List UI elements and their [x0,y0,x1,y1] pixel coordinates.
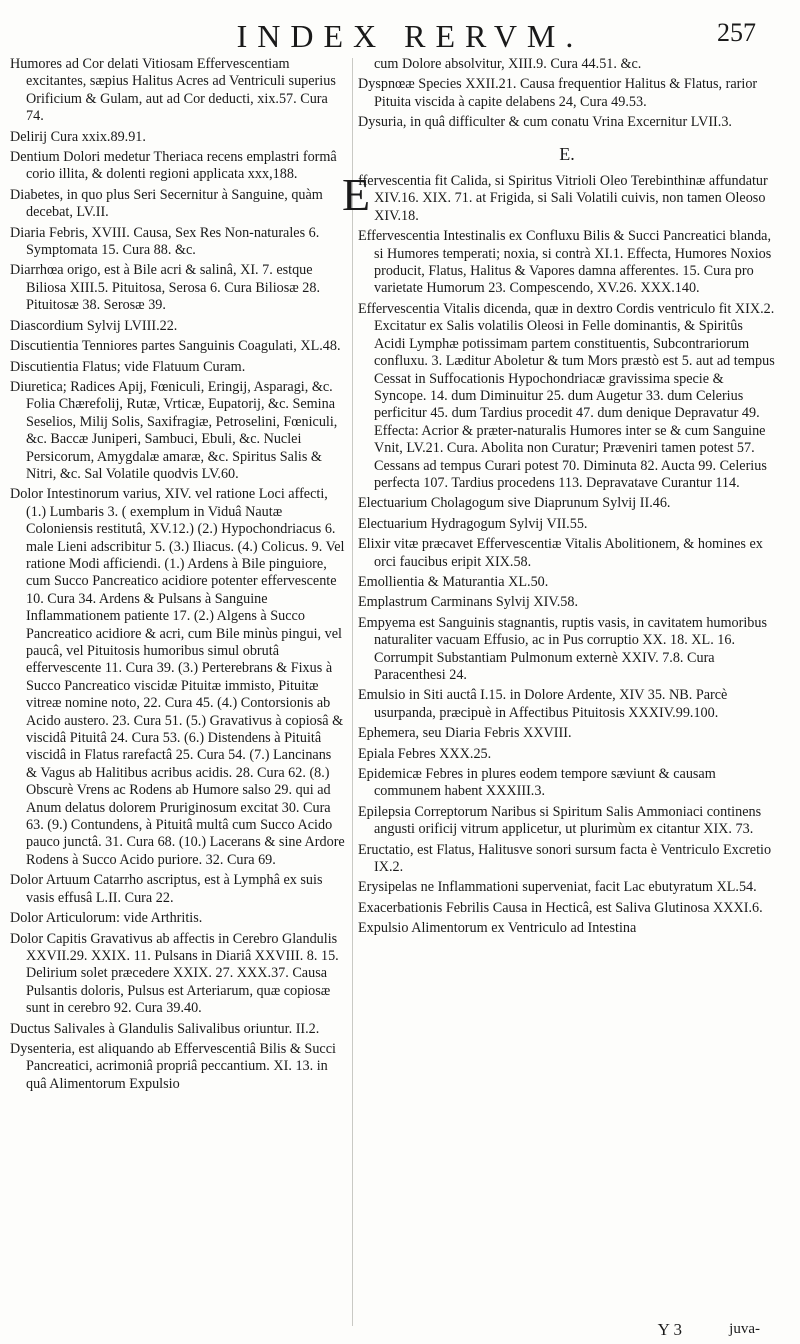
index-entry: Dysenteria, est aliquando ab Effervescentiâ Bilis & Succi Pancreatici, acrimoniâ propriâ peccantium. XI. 13. in quâ Alimentorum Expulsio [10,1040,336,1092]
index-entry: Discutientia Tenniores partes Sanguinis Coagulati, XL.48. [10,338,341,355]
index-entry: Diarrhœa origo, est à Bile acri & salinâ, XI. 7. estque Biliosa XIII.5. Pituitosa, Serosa 6. Cura Biliosæ 28. Pituitosæ 38. Serosæ 39. [10,262,320,314]
index-entry-continuation: cum Dolore absolvitur, XIII.9. Cura 44.51. &c. [374,56,642,72]
catchword: juva- [729,1321,760,1337]
index-entry: Epilepsia Correptorum Naribus si Spiritum Salis Ammoniaci continens angusti orificij vitrum applicetur, ut plurimùm ex citantur XIX. 73. [358,803,762,838]
index-entry: Emulsio in Siti auctâ I.15. in Dolore Ardente, XIV 35. NB. Parcè usurpanda, præcipuè in Affectibus Pituitosis XXXIV.99.100. [358,687,728,721]
index-entry: Emollientia & Maturantia XL.50. [358,573,549,590]
index-entry: Dolor Capitis Gravativus ab affectis in Cerebro Glandulis XXVII.29. XXIX. 11. Pulsans in Diariâ XXVIII. 8. 15. Delirium solet præcedere XXIX. 27. XXX.37. Causa Pulsantis doloris, Pulsus est Arteriarum, quæ copiosæ sunt in cerebro 92. Cura 39.40. [10,930,339,1017]
index-entry: Empyema est Sanguinis stagnantis, ruptis vasis, in cavitatem humoribus naturaliter vacuam Effusio, ac in Pus corruptio XX. 18. XL. 16. Corrumpit Substantiam Pulmonum externè XXIV. 7.8. Cura Paracenthesi 24. [358,614,768,683]
index-entry: Diuretica; Radices Apij, Fœniculi, Eringij, Asparagi, &c. Folia Chærefolij, Rutæ, Vrticæ, Eupatorij, &c. Semina Seselios, Milij Solis, Saxifragiæ, Petroselini, Fœniculi, &c. Baccæ Juniperi, Sambuci, Ebuli, &c. Nuclei Persicorum, Amygdalæ amaræ, &c. Spiritus Salis & Nitri, &c. Sal Volatile quodvis LV.60. [10,378,338,482]
right-column [342,56,776,941]
index-entry: Emplastrum Carminans Sylvij XIV.58. [358,594,579,611]
index-entry: Elixir vitæ præcavet Effervescentiæ Vitalis Abolitionem, & homines ex orci faucibus eripit XIX.58. [358,536,763,570]
index-entry: Electuarium Cholagogum sive Diaprunum Sylvij II.46. [358,495,671,512]
index-entry: Discutientia Flatus; vide Flatuum Curam. [10,358,246,375]
page-number: 257 [717,18,756,47]
page-header [0,14,800,54]
index-entry: Dolor Intestinorum varius, XIV. vel ratione Loci affecti, (1.) Lumbaris 3. ( exemplum in Viduâ Nautæ Coloniensis restitutâ, XV.12.) (2.) Hypochondriacus 6. male Lieni adscribitur 5. (3.) Iliacus. (4.) Colicus. 9. Vel ratione Modi afficiendi. (1.) Ardens à Bile pinguiore, cum Succo Pancreatico acidiore potenter effervescente 10. Cura 34. Ardens & Pulsans à Sanguine Inflammationem patiente 17. (2.) Algens à Succo Pancreatico acidiore & acri, cum Bile minùs pingui, vel paucâ, vel Pituitosis humoribus simul obrutâ effervescente 11. Cura 39. (3.) Perterebrans & Fixus à Succo Pancreatico viscidæ Pituitæ immisto, Pituitæ vitreæ nomine noto, 22. Cura 45. (4.) Contorsionis ab Acido austero. 23. Cura 51. (5.) Gravativus à copiosâ & viscidâ Pituitâ 24. Cura 53. (6.) Distendens à Pituitâ viscidâ in Flatus rarefactâ 25. Cura 54. (7.) Lancinans & Vagus ab Halitibus acribus acidis. 28. Cura 62. (8.) Obscurè Vrens ac Rodens ab Humore salso 29. qui ad Anum delatus dolorem Pruriginosum excitat 30. Cura 63. (9.) Contundens, à Pituitâ multâ cum Succo Acido pauco junctâ. 31. Cura 68. (10.) Lacerans & sine Ardore Rodens à Succo Acido puriore. 32. Cura 69. [10,486,345,868]
section-letter: E. [559,143,575,164]
index-entry: Dysuria, in quâ difficulter & cum conatu Vrina Excernitur LVII.3. [358,114,732,131]
index-entry: Dolor Artuum Catarrho ascriptus, est à Lymphâ ex suis vasis effusâ L.II. Cura 22. [10,872,323,906]
page-title: INDEX RERVM. [236,18,584,54]
index-entry: Dentium Dolori medetur Theriaca recens emplastri formâ corio illita, & dolenti regioni applicata xxx,188. [10,149,337,183]
index-entry: Exacerbationis Febrilis Causa in Hecticâ, est Saliva Glutinosa XXXI.6. [358,899,763,916]
index-entry: Epiala Febres XXX.25. [358,745,492,762]
index-entry: Delirij Cura xxix.89.91. [10,128,146,145]
index-entry-text: ffervescentia fit Calida, si Spiritus Vitrioli Oleo Terebinthinæ affundatur XIV.16. XIX. 71. at Frigida, si Sali Volatili cuivis, non tamen Oleoso XIV.18. [358,173,768,224]
signature-mark: Y 3 [657,1320,682,1339]
index-entry: Diascordium Sylvij LVIII.22. [10,317,178,334]
index-entry: Humores ad Cor delati Vitiosam Effervescentiam excitantes, sæpius Halitus Acres ad Ventriculi superius Orificium & Gulam, aut ad Cor deducti, xix.57. Cura 74. [10,56,336,125]
index-entry: Electuarium Hydragogum Sylvij VII.55. [358,515,588,532]
index-entry: Expulsio Alimentorum ex Ventriculo ad Intestina [358,920,637,937]
index-entry: Diabetes, in quo plus Seri Secernitur à Sanguine, quàm decebat, LV.II. [10,186,323,221]
index-entry: Ductus Salivales à Glandulis Salivalibus oriuntur. II.2. [10,1020,320,1037]
index-entry: Ephemera, seu Diaria Febris XXVIII. [358,725,572,742]
left-column [10,56,345,1096]
index-entry [342,169,776,225]
index-entry: Effervescentia Intestinalis ex Confluxu Bilis & Succi Pancreatici blanda, si Humores temperati; noxia, si contrà XI.1. Effecta, Humores Noxios producit, Flatus, Halitus & Vapores damna afferentes. 15. Cura pro varietate Humorum 23. Compescendo, XV.26. XXX.140. [358,228,772,297]
index-entry: Erysipelas ne Inflammationi superveniat, facit Lac ebutyratum XL.54. [358,879,757,896]
column-divider [352,58,353,1326]
index-entry: Eructatio, est Flatus, Halitusve sonori sursum facta è Ventriculo Excretio IX.2. [358,841,772,876]
index-entry: Diaria Febris, XVIII. Causa, Sex Res Non-naturales 6. Symptomata 15. Cura 88. &c. [10,224,320,259]
index-entry: Dyspnœæ Species XXII.21. Causa frequentior Halitus & Flatus, rarior Pituita viscida à capite delabens 24, Cura 49.53. [358,76,758,110]
drop-cap: E [342,169,371,221]
index-entry: Epidemicæ Febres in plures eodem tempore sæviunt & causam communem habent XXXIII.3. [358,766,716,800]
index-entry: Dolor Articulorum: vide Arthritis. [10,910,203,927]
index-entry: Effervescentia Vitalis dicenda, quæ in dextro Cordis ventriculo fit XIX.2. Excitatur ex Salis volatilis Oleosi in Felle dominantis, & Spiritûs Acidi Lymphæ potissimam partem constituentis, Subcontrariorum confluxu. 3. Læditur Aboletur & tum Mors præstò est 5. aut ad tempus Cessat in Suffocationis Hypochondriacæ gravissima specie & Syncope. 14. dum Diminuitur 25. dum Augetur 33. dum Celerius perficitur 45. dum Tardius procedit 47. dum denique Depravatur 49. Effecta: Acrior & præter-naturalis Humores inter se & cum Sanguine Vnit, LV.21. Cura. Abolita non Curatur; Præveniri tamen potest 57. Cessans ad tempus Curari potest 70. Diminuta 82. Aucta 99. Celerius perfecta 107. Tardius procedens 113. Depravatave Curantur 114. [358,300,775,491]
